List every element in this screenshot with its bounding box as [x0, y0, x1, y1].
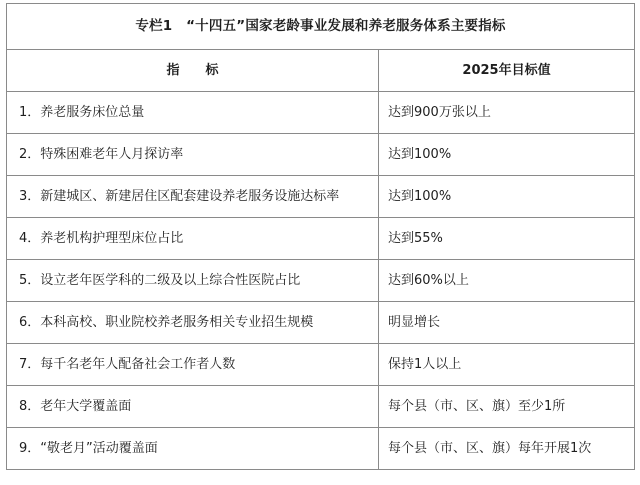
indicator-cell: 3．新建城区、新建居住区配套建设养老服务设施达标率 — [7, 176, 379, 218]
indicator-table — [6, 3, 635, 470]
table-row — [7, 260, 635, 302]
table-row — [7, 386, 635, 428]
target-cell: 保持1人以上 — [379, 344, 635, 386]
indicator-cell: 2．特殊困难老年人月探访率 — [7, 134, 379, 176]
indicator-cell: 6．本科高校、职业院校养老服务相关专业招生规模 — [7, 302, 379, 344]
target-cell: 达到60%以上 — [379, 260, 635, 302]
indicator-cell: 9．“敬老月”活动覆盖面 — [7, 428, 379, 470]
table-title: 专栏1 “十四五”国家老龄事业发展和养老服务体系主要指标 — [7, 4, 635, 50]
indicator-cell: 1．养老服务床位总量 — [7, 92, 379, 134]
target-cell: 达到100% — [379, 134, 635, 176]
table-row — [7, 428, 635, 470]
target-cell: 明显增长 — [379, 302, 635, 344]
table-row — [7, 344, 635, 386]
header-target: 2025年目标值 — [379, 50, 635, 92]
table-header-row — [7, 50, 635, 92]
table-row — [7, 134, 635, 176]
target-cell: 每个县（市、区、旗）至少1所 — [379, 386, 635, 428]
indicator-cell: 5．设立老年医学科的二级及以上综合性医院占比 — [7, 260, 379, 302]
indicator-cell: 8．老年大学覆盖面 — [7, 386, 379, 428]
table-row — [7, 302, 635, 344]
target-cell: 每个县（市、区、旗）每年开展1次 — [379, 428, 635, 470]
target-cell: 达到100% — [379, 176, 635, 218]
table-row — [7, 218, 635, 260]
indicator-cell: 4．养老机构护理型床位占比 — [7, 218, 379, 260]
indicator-cell: 7．每千名老年人配备社会工作者人数 — [7, 344, 379, 386]
target-cell: 达到900万张以上 — [379, 92, 635, 134]
table-row — [7, 92, 635, 134]
target-cell: 达到55% — [379, 218, 635, 260]
table-row — [7, 176, 635, 218]
table-title-row — [7, 4, 635, 50]
header-indicator: 指标 — [7, 50, 379, 92]
